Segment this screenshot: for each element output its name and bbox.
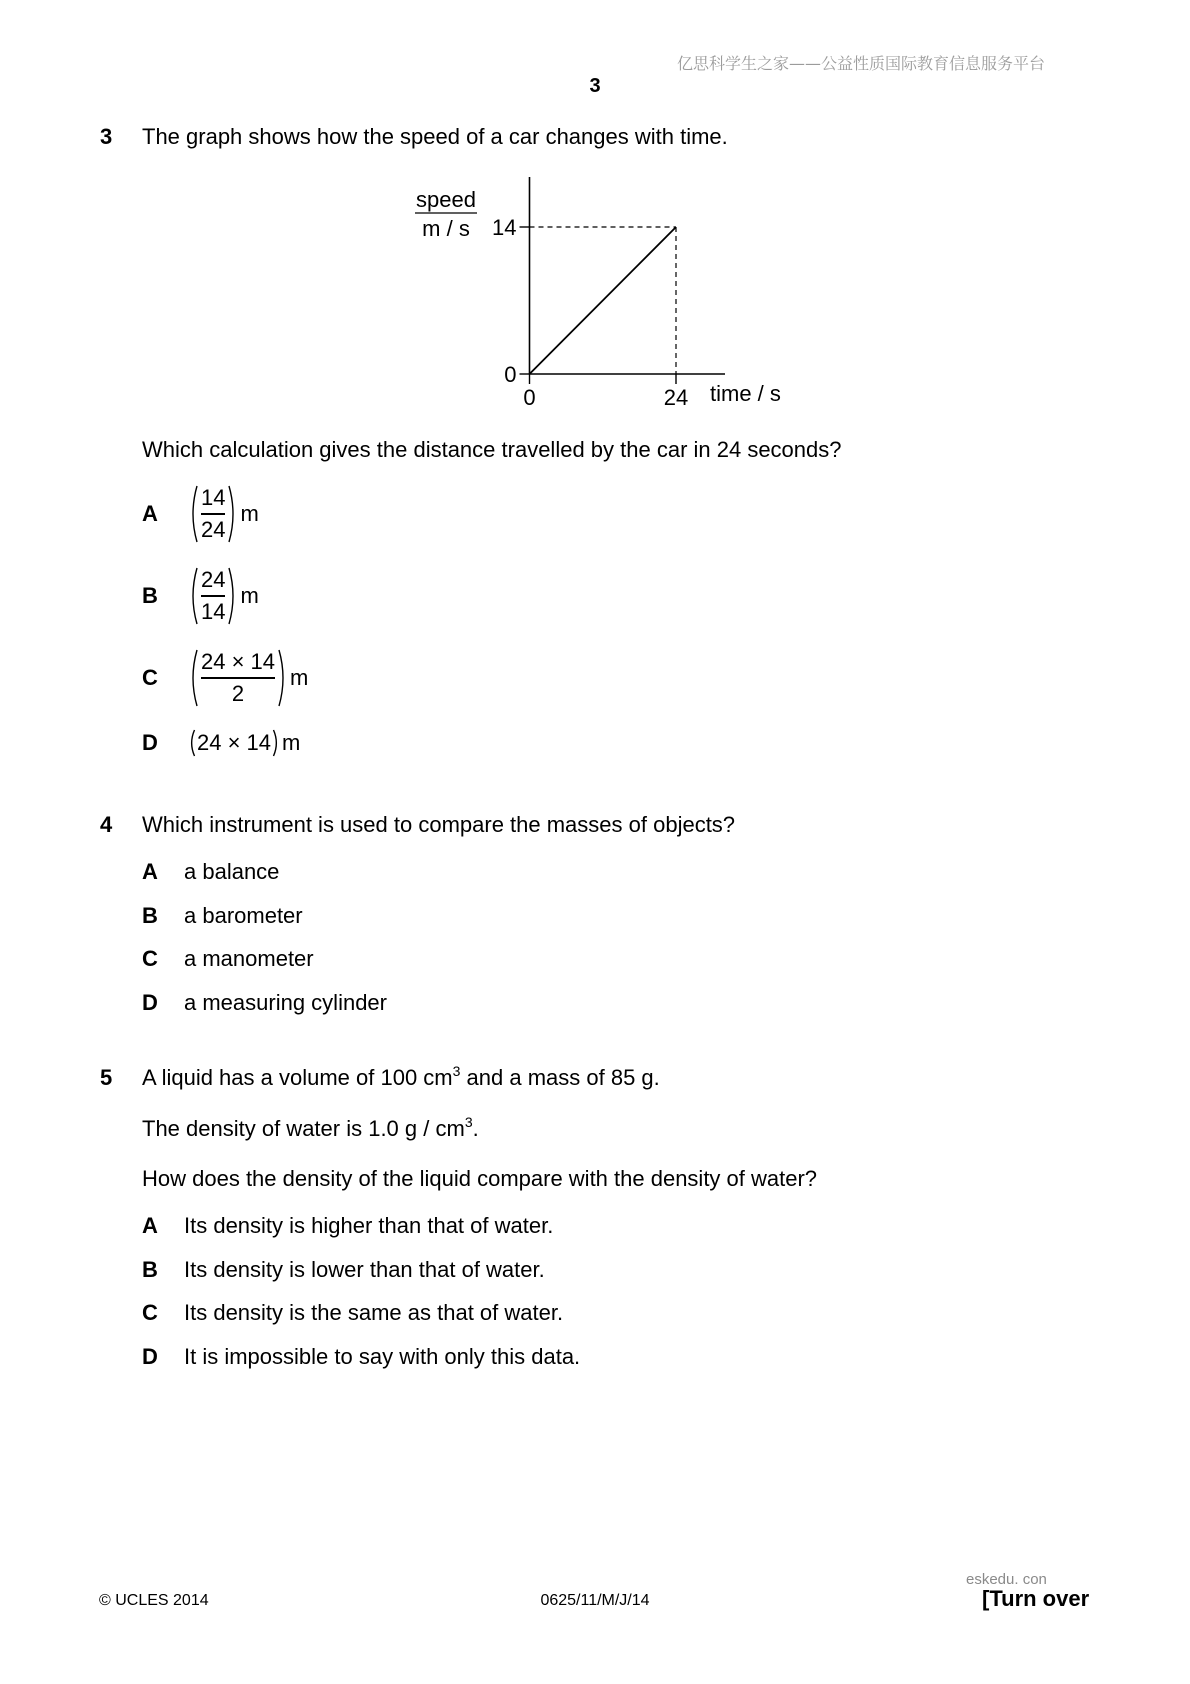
option-letter: D	[142, 1344, 158, 1369]
speed-time-graph	[400, 170, 800, 410]
right-paren	[227, 567, 238, 625]
left-paren-stroke	[192, 730, 195, 756]
x-axis-label: time / s	[710, 381, 781, 406]
option-letter: C	[142, 946, 158, 971]
left-paren	[188, 567, 199, 625]
fraction-numerator: 24 × 14	[201, 649, 276, 675]
option-letter: B	[142, 583, 158, 608]
option-text: Its density is lower than that of water.	[184, 1257, 545, 1282]
superscript-exponent: 3	[452, 1063, 461, 1079]
footer-paper-code: 0625/11/M/J/14	[540, 1592, 650, 1609]
fraction-denominator: 24	[201, 516, 226, 542]
option-letter: D	[142, 990, 158, 1015]
fraction	[199, 486, 227, 542]
superscript-exponent: 3	[464, 1114, 473, 1130]
y-axis-label: speed	[416, 187, 476, 212]
option-expression	[188, 567, 259, 625]
q4-stem: Which instrument is used to compare the masses of objects?	[142, 812, 736, 837]
q4-option-b	[142, 903, 303, 929]
q3-option-b	[142, 564, 259, 628]
q3-option-a	[142, 482, 259, 546]
fraction-denominator: 14	[201, 598, 226, 624]
right-paren-stroke	[229, 486, 233, 542]
q5-number: 5	[100, 1065, 113, 1090]
option-unit: m	[240, 583, 259, 608]
option-letter: B	[142, 1257, 158, 1282]
q5-option-c	[142, 1300, 563, 1326]
option-expression	[188, 485, 259, 543]
q3-number: 3	[100, 124, 113, 149]
option-letter: D	[142, 730, 158, 755]
fraction-bar	[201, 513, 225, 515]
density-statement-text: The density of water is 1.0 g / cm	[142, 1116, 465, 1141]
q5-option-a	[142, 1213, 553, 1239]
q5-option-b	[142, 1257, 545, 1283]
left-paren	[188, 649, 199, 707]
speed-line	[530, 227, 677, 374]
y-tick-label: 14	[492, 215, 517, 240]
right-paren-stroke	[279, 650, 283, 706]
q4-option-c	[142, 946, 314, 972]
option-text: a barometer	[184, 903, 303, 928]
option-letter: A	[142, 1213, 158, 1238]
graph-marks	[492, 177, 725, 410]
x-tick-label: 0	[523, 385, 536, 410]
q4-number: 4	[100, 812, 113, 837]
turn-over-label: [Turn over	[982, 1586, 1090, 1611]
option-letter: B	[142, 903, 158, 928]
option-letter: C	[142, 665, 158, 690]
footer-copyright: © UCLES 2014	[99, 1592, 209, 1609]
fraction	[199, 568, 227, 624]
left-paren	[188, 729, 196, 757]
header-watermark: 亿思科学生之家——公益性质国际教育信息服务平台	[677, 54, 1046, 73]
fraction-bar	[201, 677, 275, 679]
q5-stem-text: A liquid has a volume of 100 cm	[142, 1065, 453, 1090]
fraction-denominator: 2	[231, 680, 245, 706]
y-tick-label: 0	[504, 362, 517, 387]
q3-option-d	[142, 711, 300, 775]
fraction-bar	[201, 595, 225, 597]
q5-density-statement	[142, 1116, 479, 1144]
q5-stem	[142, 1065, 660, 1093]
q3-stem: The graph shows how the speed of a car changes with time.	[142, 124, 728, 149]
option-letter: C	[142, 1300, 158, 1325]
fraction	[199, 650, 277, 706]
right-paren-stroke	[229, 568, 233, 624]
option-text: a manometer	[184, 946, 314, 971]
fraction-numerator: 14	[201, 485, 226, 511]
footer-watermark: eskedu. con	[966, 1571, 1047, 1588]
option-text: a measuring cylinder	[184, 990, 387, 1015]
option-expression	[188, 729, 300, 757]
option-expression-text: 24 × 14	[197, 730, 272, 755]
q4-option-d	[142, 990, 387, 1016]
left-paren	[188, 485, 199, 543]
x-tick-label: 24	[663, 385, 689, 410]
q3-option-c	[142, 646, 308, 710]
fraction-numerator: 24	[201, 567, 226, 593]
option-expression	[188, 649, 308, 707]
density-statement-end: .	[472, 1116, 479, 1141]
option-letter: A	[142, 501, 158, 526]
option-text: Its density is the same as that of water.	[184, 1300, 564, 1325]
option-text: Its density is higher than that of water.	[184, 1213, 554, 1238]
option-text: It is impossible to say with only this data.	[184, 1344, 581, 1369]
right-paren	[272, 729, 280, 757]
option-text: a balance	[184, 859, 280, 884]
y-axis-unit: m / s	[422, 216, 470, 241]
left-paren-stroke	[193, 486, 197, 542]
page-number: 3	[589, 75, 601, 97]
q3-prompt: Which calculation gives the distance travelled by the car in 24 seconds?	[142, 437, 842, 462]
q4-option-a	[142, 859, 279, 885]
right-paren	[277, 649, 288, 707]
option-letter: A	[142, 859, 158, 884]
q5-prompt: How does the density of the liquid compare with the density of water?	[142, 1166, 818, 1191]
q5-stem-text-end: and a mass of 85 g.	[460, 1065, 660, 1090]
left-paren-stroke	[193, 568, 197, 624]
option-unit: m	[290, 665, 309, 690]
right-paren-stroke	[274, 730, 277, 756]
left-paren-stroke	[193, 650, 197, 706]
option-unit: m	[240, 501, 259, 526]
option-unit: m	[282, 730, 301, 755]
right-paren	[227, 485, 238, 543]
q5-option-d	[142, 1344, 580, 1370]
